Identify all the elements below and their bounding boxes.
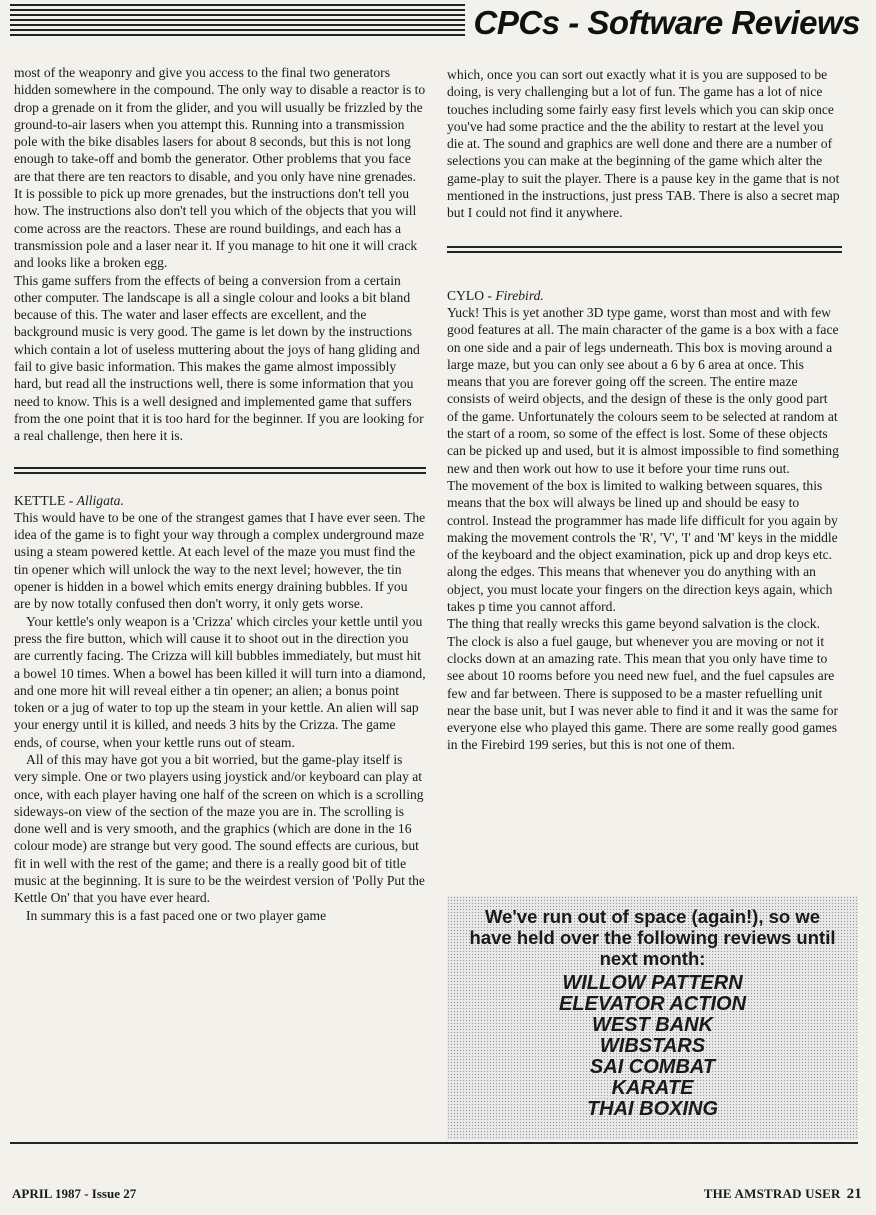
review-heading-cylo [447, 287, 842, 304]
footer-rule [10, 1142, 858, 1144]
review-paragraph: The thing that really wrecks this game beyond salvation is the clock. The clock is also a fuel gauge, but whenever you are moving or not it clocks down at an amazing rate. This mean that you only have time to see about 10 rooms before you need new fuel, and the fuel capsules are few and far between. There is supposed to be a master refuelling unit near the base unit, but I was never able to find it and it was the same for everyone else who played this game. There are some really good games in the Firebird 199 series, but this is not one of them. [447, 616, 839, 753]
footer-issue: APRIL 1987 - Issue 27 [12, 1186, 137, 1201]
footer-magazine [704, 1186, 862, 1203]
intro-paragraph: most of the weaponry and give you access to the final two generators hidden somewhere in the compound. The only way to disable a reactor is to drop a grenade on it from the glider, and you will usually be frizzled by the ground-to-air lasers when you attempt this. Running into a transmission pole with the bike disables lasers for about 8 seconds, but this is not long enough to take-off and bomb the generator. Other problems that you face are that there are ten reactors to disable, and you only have nine grenades. It is possible to pick up more grenades, but the instructions don't tell you how. The instructions also don't tell you which of the objects that you will come across are the reactors. These are round buildings, and each has a transmission pole and a laser near it. If you manage to hit one it will crack and looks like a broken egg. [14, 65, 426, 271]
held-over-box [447, 896, 858, 1140]
review-paragraph: Your kettle's only weapon is a 'Crizza' which circles your kettle until you press the fire button, which will cause it to shoot out in the direction you are currently facing. The Crizza will kill bubbles immediately, but must hit a bowel 10 times. When a bowel has been killed it will turn into a diamond, and one more hit will reveal either a tin opener; an alien; a bonus point token or a jug of water to top up the steam in your kettle. An alien will sap your energy until it is killed, and needs 3 hits by the Crizza. The game ends, of course, when your kettle runs out of steam. [14, 613, 426, 750]
held-over-title: KARATE [611, 1077, 694, 1099]
review-publisher: Alligata. [76, 492, 124, 508]
magazine-name: THE AMSTRAD USER [703, 1186, 841, 1201]
held-over-title: SAI COMBAT [589, 1056, 716, 1078]
review-title: CYLO [447, 287, 485, 303]
title-dash: - [484, 287, 496, 303]
review-paragraph: which, once you can sort out exactly what it is you are supposed to be doing, is very challenging but a lot of fun. The game has a lot of nice touches including some fairly easy first levels which you can skip once you've had some practice and the the ability to restart at the level you die at. The sound and graphics are well done and there are a number of selections you can make at the beginning of the game which alter the game-play to suit the player. There is a pause key in the game that is not mentioned in the instructions, just press TAB. There is also a secret map but I could not find it anywhere. [447, 67, 840, 221]
page-title: CPCs - Software Reviews [473, 4, 860, 41]
review-paragraph: In summary this is a fast paced one or two player game [26, 907, 327, 923]
held-over-title: ELEVATOR ACTION [558, 993, 747, 1015]
held-over-title: WIBSTARS [599, 1035, 706, 1057]
section-divider [447, 246, 842, 253]
held-over-title: WEST BANK [591, 1014, 714, 1036]
review-heading-kettle [14, 492, 426, 509]
review-paragraph: This would have to be one of the strangest games that I have ever seen. The idea of the game is to fight your way through a complex underground maze using a steam powered kettle. At each level of the maze you must find the tin opener which will unlock the way to the next level; however, the tin opener is hidden in a bowel which emits energy draining bubbles. If you are by now totally confused then don't worry, it only gets worse. [14, 509, 426, 612]
right-column [447, 66, 842, 754]
review-paragraph: All of this may have got you a bit worried, but the game-play itself is very simple. One or two players using joystick and/or keyboard can play at once, with each player having one half of the screen on which is a scrolling sideways-on view of the section of the maze you are in. The scrolling is done well and is very smooth, and the graphics (which are done in the 16 colour mode) are strange but very good. The sound effects are curious, but fit in well with the rest of the game; and there is a really good bit of title music at the beginning. It is sure to be the weirdest version of 'Polly Put the Kettle On' that you have ever heard. [14, 751, 425, 906]
page-number: 21 [846, 1186, 862, 1202]
held-over-title: THAI BOXING [586, 1098, 719, 1120]
intro-paragraph: This game suffers from the effects of being a conversion from a certain other computer. The landscape is all a single colour and looks a bit bland because of this. The water and laser effects are excellent, and the background music is very good. The game is let down by the instructions which contain a lot of useless muttering about the joys of hang gliding and fail to give basic information. This makes the game almost impossibly hard, but read all the instructions well, there is some information that you need to know. This is a well designed and implemented game that suffers from the one point that it is too hard for the beginner. If you are looking for a real challenge, then here it is. [14, 272, 424, 444]
review-paragraph: The movement of the box is limited to walking between squares, this means that the box will always be lined up and should be easy to control. Instead the programmer has made life difficult for you again by making the movement controls the 'R', 'V', 'I' and 'M' keys in the middle of the keyboard and the object examination, pick up and drop keys etc. along the edges. This means that whenever you do anything with an object, you must locate your fingers on the direction keys again, which takes p time you cannot afford. [447, 477, 838, 615]
held-over-heading: We've run out of space (again!), so we have held over the following reviews until next month: [469, 906, 836, 969]
held-over-title: WILLOW PATTERN [562, 972, 743, 994]
title-dash: - [65, 492, 77, 508]
review-publisher: Firebird. [495, 287, 544, 303]
review-title: KETTLE [14, 492, 66, 508]
left-column [14, 64, 426, 924]
review-paragraph: Yuck! This is yet another 3D type game, worst than most and with few good features at all. The main character of the game is a box with a face on one side and a pair of legs underneath. This box is moving around a large maze, but you can only see about a 6 by 6 area at once. This means that you are forever going off the screen. The entire maze consists of weird objects, and the design of these is the only good part of the game. Unfortunately the colours seem to be selected at random at the start of a room, so some of the effect is lost. Some of these objects can be picked up and used, but it is almost impossible to find something new and then work out how to use it before your time runs out. [447, 304, 839, 476]
section-divider [14, 467, 426, 474]
header-rules [10, 4, 465, 39]
held-over-list [447, 973, 858, 1120]
